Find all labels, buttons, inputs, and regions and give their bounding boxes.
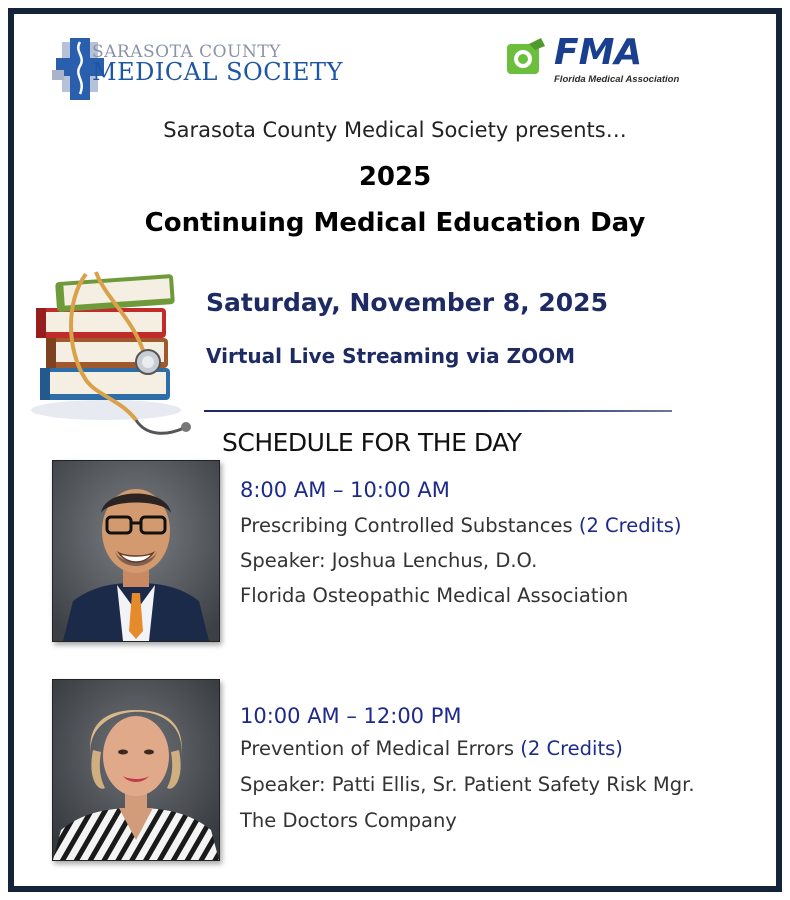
session-2-time: 10:00 AM – 12:00 PM <box>240 704 462 728</box>
fma-logo-icon <box>507 38 547 76</box>
session-2-topic: Prevention of Medical Errors <box>240 737 515 760</box>
speaker-photo-ellis <box>52 679 220 861</box>
event-title: Continuing Medical Education Day <box>144 208 646 238</box>
event-venue: Virtual Live Streaming via ZOOM <box>206 344 575 368</box>
session-1-credits: (2 Credits) <box>578 514 682 537</box>
speaker-photo-lenchus <box>52 460 220 642</box>
session-2-topic-line <box>240 737 623 760</box>
fma-logo-subtitle: Florida Medical Association <box>554 74 680 85</box>
event-date: Saturday, November 8, 2025 <box>206 288 608 317</box>
books-stethoscope-icon <box>26 260 206 450</box>
scms-logo-line2: MEDICAL SOCIETY <box>92 58 343 86</box>
session-2-org: The Doctors Company <box>240 809 457 832</box>
flyer <box>8 8 782 892</box>
woman-portrait-icon <box>53 680 219 860</box>
session-1-topic-line <box>240 514 681 537</box>
schedule-heading: SCHEDULE FOR THE DAY <box>222 428 522 457</box>
session-2-credits: (2 Credits) <box>520 737 623 760</box>
scms-logo-line1: SARASOTA COUNTY <box>92 42 281 62</box>
session-1-topic: Prescribing Controlled Substances <box>240 514 573 537</box>
presents-line: Sarasota County Medical Society presents… <box>163 118 627 142</box>
session-1-org: Florida Osteopathic Medical Association <box>240 584 629 607</box>
fma-logo-text: FMA <box>554 32 643 73</box>
event-year: 2025 <box>358 162 432 192</box>
man-portrait-icon <box>53 461 219 641</box>
session-1-time: 8:00 AM – 10:00 AM <box>240 478 450 502</box>
session-1-speaker: Speaker: Joshua Lenchus, D.O. <box>240 549 538 572</box>
divider <box>204 410 672 412</box>
session-2-speaker: Speaker: Patti Ellis, Sr. Patient Safety Risk Mgr. <box>240 773 695 796</box>
